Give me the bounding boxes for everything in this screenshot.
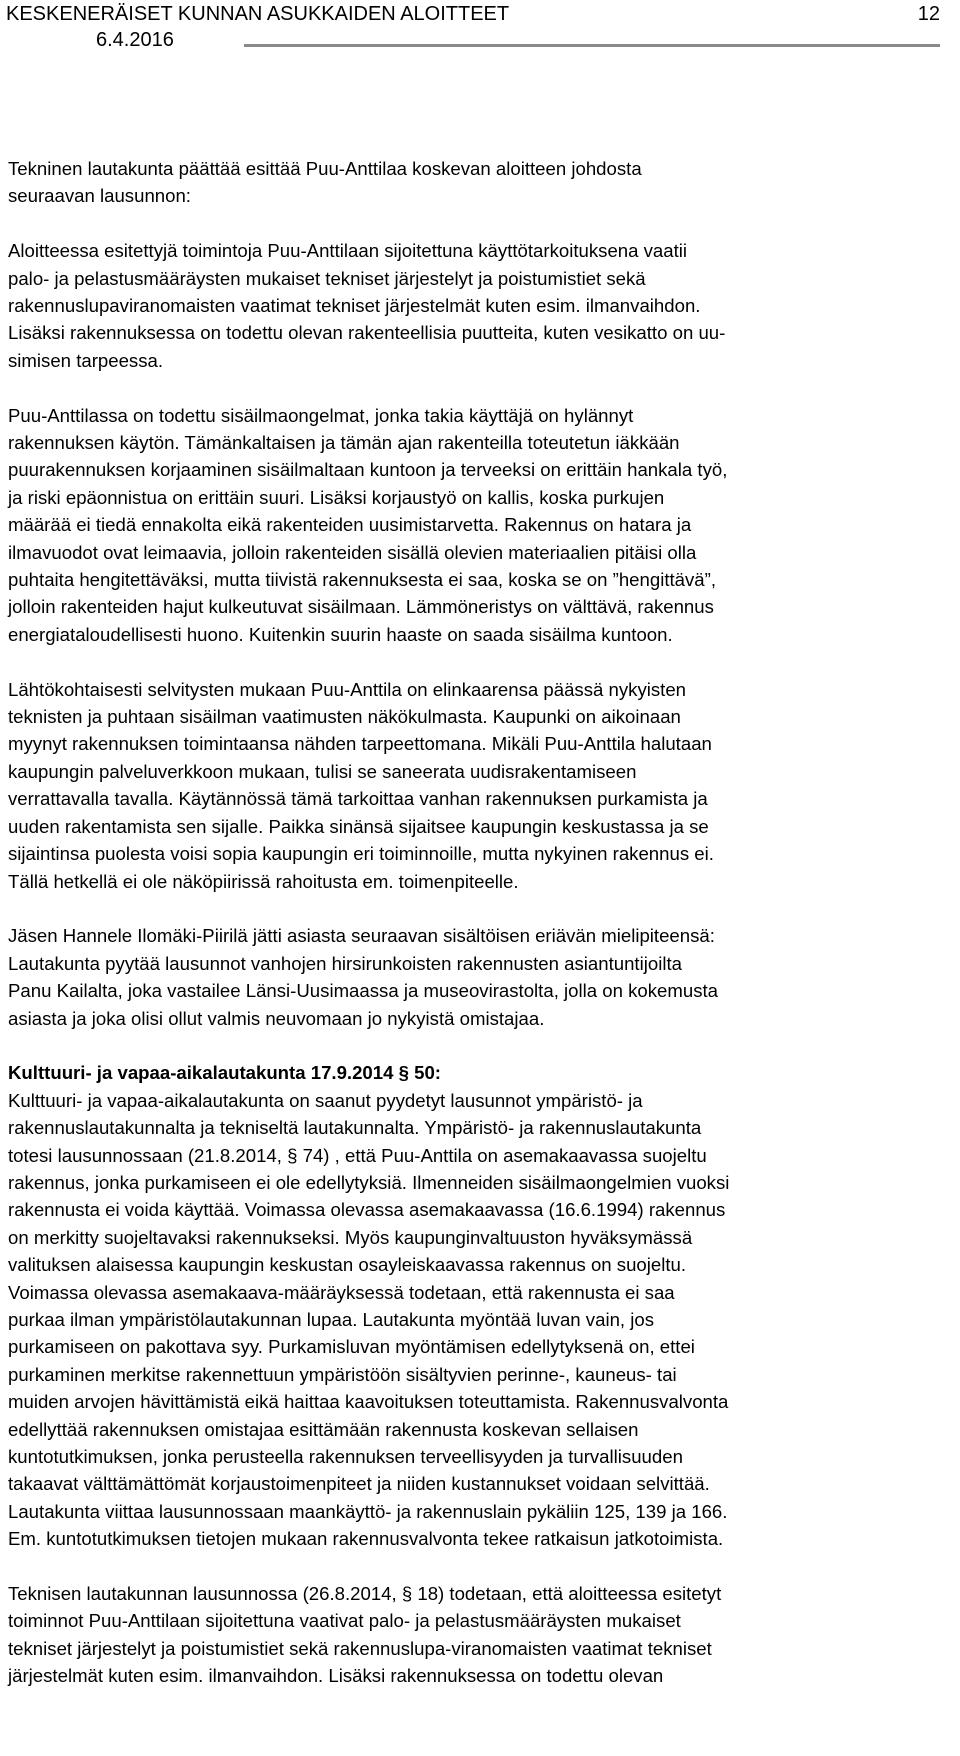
header-date: 6.4.2016 [96,29,174,51]
page-number: 12 [917,3,940,25]
page-header [6,0,950,51]
paragraph-indoor-air: Puu-Anttilassa on todettu sisäilmaongelmat, jonka takia käyttäjä on hylännyt rakennuksen käytön. Tämänkaltaisen ja tämän ajan rakenteilla toteutetun iäkkään puurakennuksen korjaaminen sisäilmaltaan kuntoon ja terveeksi on erittäin hankala työ, ja riski epäonnistua on erittäin suuri. Lisäksi korjaustyö on kallis, koska purkujen määrää ei tiedä ennakolta eikä rakenteiden uusimistarvetta. Rakennus on hatara ja ilmavuodot ovat leimaavia, jolloin rakenteiden sisällä olevien materiaalien pitäisi olla puhtaita hengitettäväksi, mutta tiivistä rakennuksesta ei saa, koska se on ”hengittävä”, jolloin rakenteiden hajut kulkeutuvat sisäilmaan. Lämmöneristys on välttävä, rakennus energiataloudellisesti huono. Kuitenkin suurin haaste on saada sisäilma kuntoon. [8,404,728,645]
section-paragraph: Kulttuuri- ja vapaa-aikalautakunta on saanut pyydetyt lausunnot ympäristö- ja rakennuslautakunnalta ja tekniseltä lautakunnalta. Ympäristö- ja rakennuslautakunta totesi lausunnossaan (21.8.2014, § 74) , että Puu-Anttila on asemakaavassa suojeltu rakennus, jonka purkamiseen ei ole edellytyksiä. Ilmenneiden sisäilmaongelmien vuoksi rakennusta ei voida käyttää. Voimassa olevassa asemakaavassa (16.6.1994) rakennus on merkitty suojeltavaksi rakennukseksi. Myös kaupunginvaltuuston hyväksymässä valituksen alaisessa kaupungin keskustan osayleiskaavassa rakennus on suojeltu. Voimassa olevassa asemakaava-määräyksessä todetaan, että rakennusta ei saa purkaa ilman ympäristölautakunnan lupaa. Lautakunta myöntää luvan vain, jos purkamiseen on pakottava syy. Purkamisluvan myöntämisen edellytyksenä on, ettei purkaminen merkitse rakennettuun ympäristöön sisältyvien perinne-, kauneus- tai muiden arvojen hävittämistä eikä haittaa kaavoituksen toteuttamista. Rakennusvalvonta edellyttää rakennuksen omistajaa esittämään rakennusta koskevan sellaisen kuntotutkimuksen, jonka perusteella rakennuksen terveellisyyden ja turvallisuuden takaavat välttämättömät korjaustoimenpiteet ja niiden kustannukset voidaan selvittää. Lautakunta viittaa lausunnossaan maankäyttö- ja rakennuslain pykäliin 125, 139 ja 166. Em. kuntotutkimuksen tietojen mukaan rakennusvalvonta tekee ratkaisun jatkotoimista. [8,1089,730,1550]
paragraph-dissent: Jäsen Hannele Ilomäki-Piirilä jätti asiasta seuraavan sisältöisen eriävän mielipiteensä: Lautakunta pyytää lausunnot vanhojen hirsirunkoisten rakennusten asiantuntijoilta Panu Kailalta, joka vastailee Länsi-Uusimaassa ja museovirastolta, jolla on kokemusta asiasta ja joka olisi ollut valmis neuvomaan jo nykyistä omistajaa. [8,925,719,1029]
header-divider [244,44,940,47]
paragraph-requirements: Aloitteessa esitettyjä toimintoja Puu-Anttilaan sijoitettuna käyttötarkoituksena vaatii palo- ja pelastusmääräysten mukaiset tekniset järjestelyt ja poistumistiet sekä rakennuslupaviranomaisten vaatimat tekniset järjestelmät kuten esim. ilmanvaihdon. Lisäksi rakennuksessa on todettu olevan rakenteellisia puutteita, kuten vesikatto on uu- simisen tarpeessa. [8,240,726,371]
section-heading: Kulttuuri- ja vapaa-aikalautakunta 17.9.2014 § 50: [8,1062,442,1084]
paragraph-technical-statement: Teknisen lautakunnan lausunnossa (26.8.2014, § 18) todetaan, että aloitteessa esitetyt toiminnot Puu-Anttilaan sijoitettuna vaativat palo- ja pelastusmääräysten mukaiset tekniset järjestelyt ja poistumistiet sekä rakennuslupa-viranomaisten vaatimat tekniset järjestelmät kuten esim. ilmanvaihdon. Lisäksi rakennuksessa on todettu olevan [8,1583,722,1687]
paragraph-lifecycle: Lähtökohtaisesti selvitysten mukaan Puu-Anttila on elinkaarensa päässä nykyisten teknisten ja puhtaan sisäilman vaatimusten näkökulmasta. Kaupunki on aikoinaan myynyt rakennuksen toimintaansa nähden tarpeettomana. Mikäli Puu-Anttila halutaan kaupungin palveluverkkoon mukaan, tulisi se saneerata uudisrakentamiseen verrattavalla tavalla. Käytännössä tämä tarkoittaa vanhan rakennuksen purkamista ja uuden rakentamista sen sijalle. Paikka sinänsä sijaitsee kaupungin keskustassa ja se sijaintinsa puolesta voisi sopia kaupungin eri toiminnoille, mutta nykyinen rakennus ei. Tällä hetkellä ei ole näköpiirissä rahoitusta em. toimenpiteelle. [8,678,714,892]
document-body [8,155,958,1690]
paragraph-decision: Tekninen lautakunta päättää esittää Puu-Anttilaa koskevan aloitteen johdosta seuraavan lausunnon: [8,158,642,207]
header-title: KESKENERÄISET KUNNAN ASUKKAIDEN ALOITTEET [6,3,510,25]
